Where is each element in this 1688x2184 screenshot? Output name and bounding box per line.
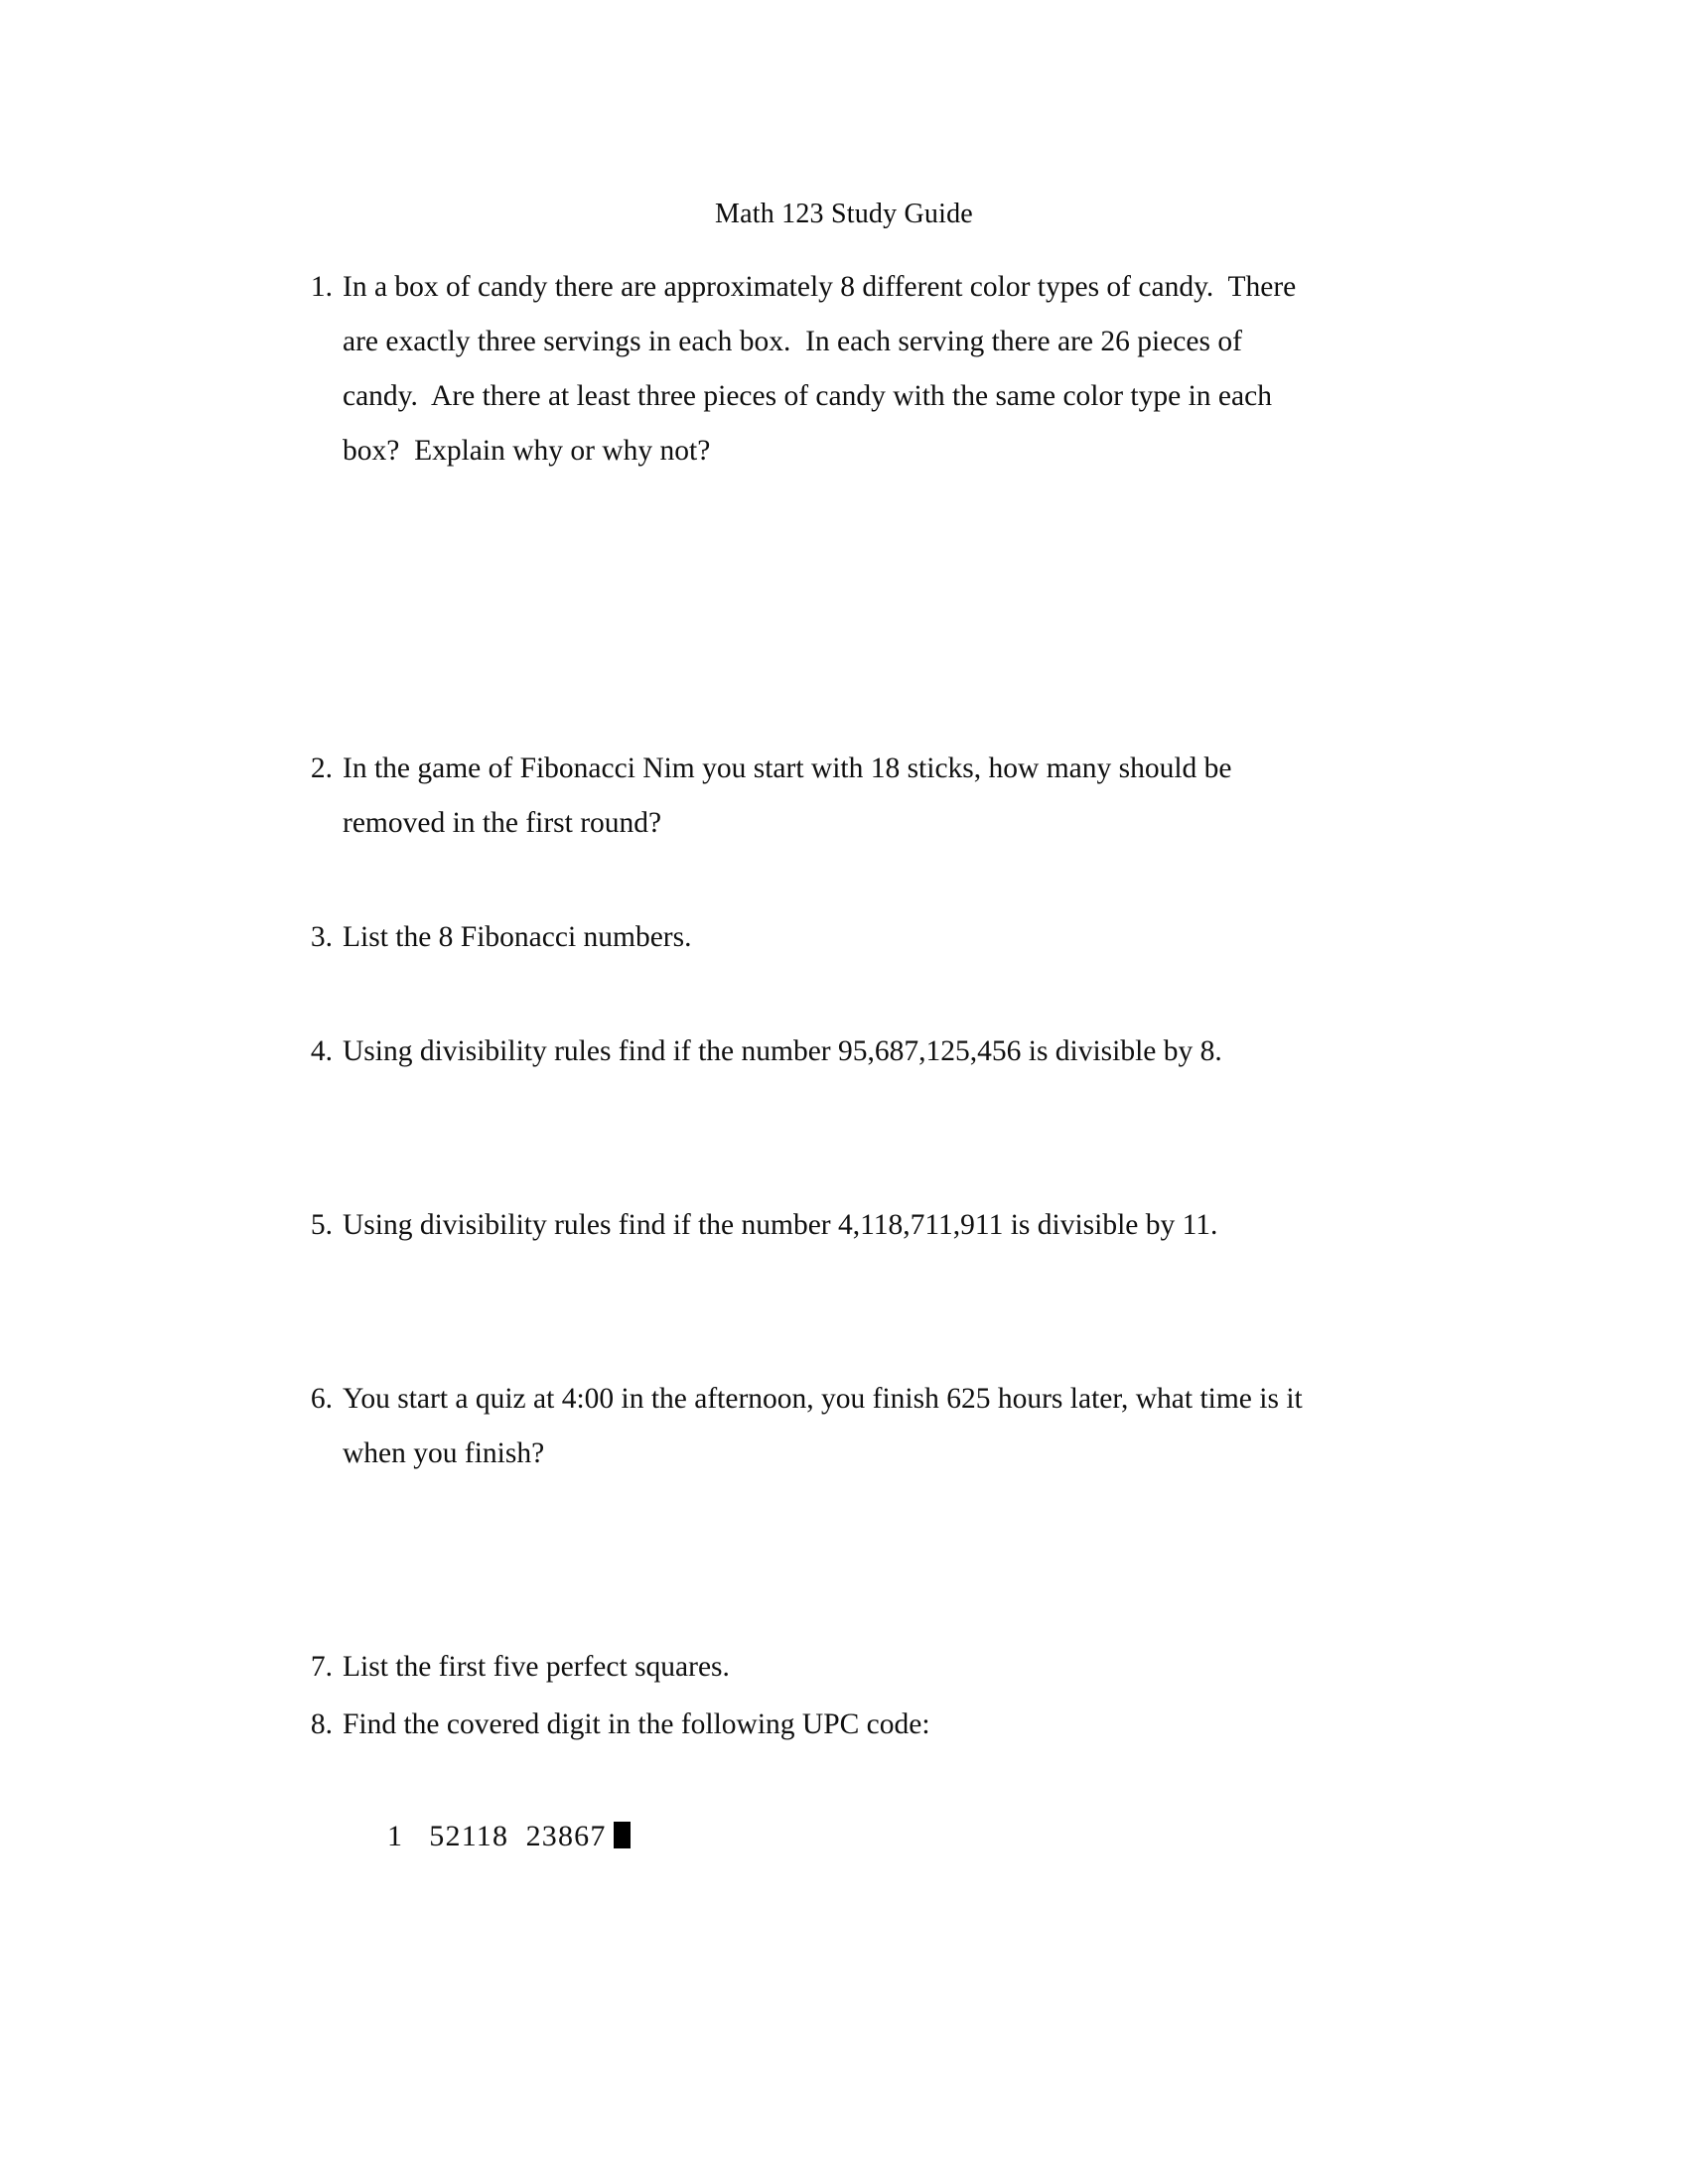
- question-number-2: 2.: [310, 752, 333, 784]
- question-item-3: [283, 910, 1445, 965]
- question-number-4: 4.: [310, 1035, 333, 1067]
- question-line: List the first five perfect squares.: [343, 1651, 730, 1683]
- question-line: box? Explain why or why not?: [343, 435, 711, 467]
- question-number-1: 1.: [310, 271, 333, 303]
- question-line: Using divisibility rules find if the number 95,687,125,456 is divisible by 8.: [343, 1035, 1222, 1067]
- question-item-8: [283, 1698, 1445, 1752]
- answer-space-5: [283, 1253, 1445, 1372]
- question-line: In the game of Fibonacci Nim you start with 18 sticks, how many should be: [343, 752, 1232, 784]
- question-number-7: 7.: [310, 1651, 333, 1683]
- answer-space-1: [283, 478, 1445, 742]
- answer-space-4: [283, 1079, 1445, 1198]
- question-number-8: 8.: [310, 1708, 333, 1740]
- question-body-7: [343, 1640, 1445, 1695]
- question-line: List the 8 Fibonacci numbers.: [343, 921, 692, 953]
- question-line: Using divisibility rules find if the number 4,118,711,911 is divisible by 11.: [343, 1209, 1218, 1241]
- answer-space-2: [283, 851, 1445, 910]
- question-item-7: [283, 1640, 1445, 1695]
- question-line: are exactly three servings in each box. In each serving there are 26 pieces of: [343, 326, 1242, 357]
- question-body-2: [343, 742, 1445, 851]
- question-line: You start a quiz at 4:00 in the afternoon, you finish 625 hours later, what time is it: [343, 1383, 1303, 1415]
- question-number-3: 3.: [310, 921, 333, 953]
- question-item-5: [283, 1198, 1445, 1253]
- question-item-1: [283, 260, 1445, 478]
- upc-covered-digit-block: [614, 1822, 631, 1848]
- question-item-2: [283, 742, 1445, 851]
- question-line: Find the covered digit in the following UPC code:: [343, 1708, 930, 1740]
- question-list: [283, 260, 1445, 1911]
- question-item-4: [283, 1024, 1445, 1079]
- answer-space-6: [283, 1481, 1445, 1640]
- question-body-5: [343, 1198, 1445, 1253]
- question-body-1: [343, 260, 1445, 478]
- upc-code-line: [283, 1762, 1445, 1911]
- question-number-6: 6.: [310, 1383, 333, 1415]
- question-line: candy. Are there at least three pieces of candy with the same color type in each: [343, 380, 1272, 412]
- question-body-3: [343, 910, 1445, 965]
- question-line: removed in the first round?: [343, 807, 662, 839]
- question-number-5: 5.: [310, 1209, 333, 1241]
- answer-space-3: [283, 965, 1445, 1024]
- upc-spacer: [283, 1752, 1445, 1762]
- upc-digits: 1 52118 23867: [387, 1820, 607, 1852]
- question-line: In a box of candy there are approximately 8 different color types of candy. There: [343, 271, 1297, 303]
- question-body-6: [343, 1372, 1445, 1481]
- question-line: when you finish?: [343, 1437, 545, 1469]
- question-body-4: [343, 1024, 1445, 1079]
- question-item-6: [283, 1372, 1445, 1481]
- page-title: Math 123 Study Guide: [715, 199, 973, 229]
- question-body-8: [343, 1698, 1445, 1752]
